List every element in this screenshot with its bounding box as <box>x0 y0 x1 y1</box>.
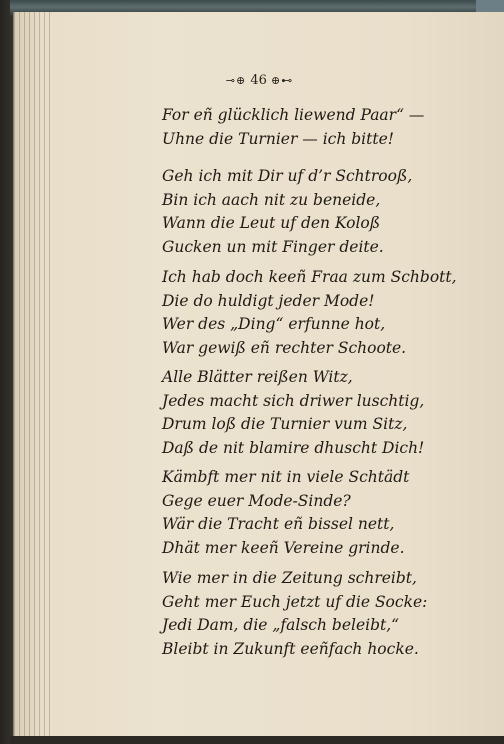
stanza-6 <box>162 567 427 661</box>
verse-line: Wer des „Ding“ erfunne hot, <box>162 315 386 334</box>
verse-line: War gewiß eñ rechter Schoote. <box>162 338 407 357</box>
verse-line: Geht mer Euch jetzt uf die Socke: <box>162 592 428 611</box>
verse-line: Die do huldigt jeder Mode! <box>162 291 375 310</box>
verse-line: For eñ glücklich liewend Paar“ — <box>162 106 425 124</box>
verse-line: Dhät mer keeñ Vereine grinde. <box>162 538 405 557</box>
page-gutter <box>14 12 52 738</box>
stanza-1 <box>162 104 424 151</box>
verse-line: Daß de nit blamire dhuscht Dich! <box>162 438 425 457</box>
verse-line: Gege euer Mode-Sinde? <box>162 491 351 510</box>
ornament-right-icon: ⊕⊷ <box>271 74 294 87</box>
verse-line: Gucken un mit Finger deite. <box>162 237 384 256</box>
ornament-left-icon: ⊸⊕ <box>225 74 247 87</box>
stanza-2 <box>162 165 412 259</box>
verse-line: Kämbft mer nit in viele Schtädt <box>162 468 410 486</box>
book-page <box>13 12 504 738</box>
verse-line: Wie mer in die Zeitung schreibt, <box>162 569 417 587</box>
verse-line: Drum loß die Turnier vum Sitz, <box>162 415 408 434</box>
book-bottom-edge <box>10 736 504 744</box>
verse-line: Geh ich mit Dir uf d’r Schtrooß, <box>162 167 413 185</box>
verse-line: Wann die Leut uf den Koloß <box>162 214 381 233</box>
verse-line: Uhne die Turnier — ich bitte! <box>162 129 395 148</box>
verse-line: Wär die Tracht eñ bissel nett, <box>162 515 395 534</box>
page-number: 46 <box>250 73 267 88</box>
book-corner <box>476 0 504 12</box>
verse-line: Bin ich aach nit zu beneide, <box>162 190 381 209</box>
stanza-5 <box>162 466 409 560</box>
verse-line: Bleibt in Zukunft eeñfach hocke. <box>162 639 419 658</box>
verse-line: Alle Blätter reißen Witz, <box>162 368 353 386</box>
verse-line: Ich hab doch keeñ Fraa zum Schbott, <box>162 268 457 286</box>
verse-line: Jedes macht sich driwer luschtig, <box>162 391 425 410</box>
page-header <box>14 73 504 88</box>
verse-line: Jedi Dam, die „falsch beleibt,“ <box>162 616 400 635</box>
stanza-4 <box>162 366 424 460</box>
stanza-3 <box>162 266 457 360</box>
